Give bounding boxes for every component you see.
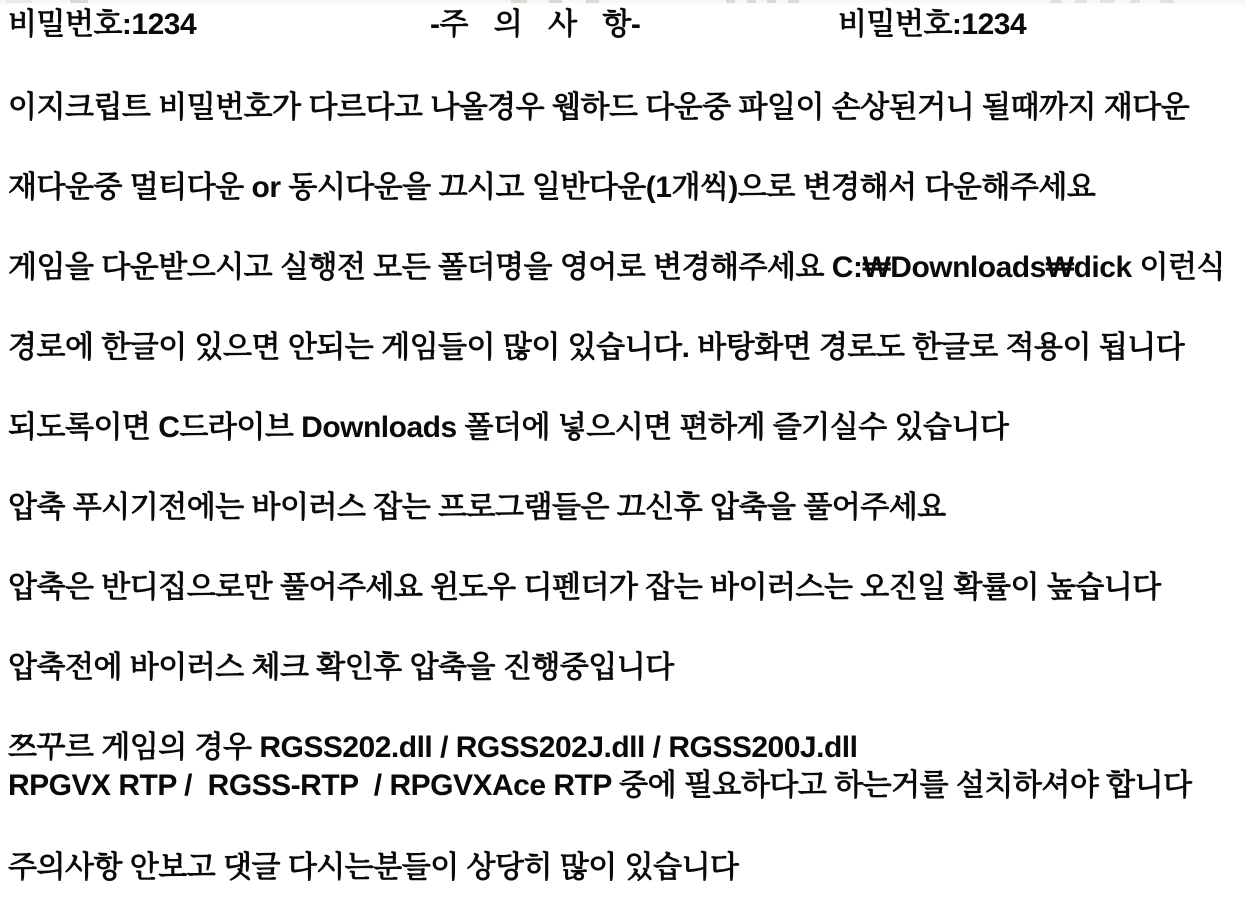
notice-line-bandizip: 압축은 반디집으로만 풀어주세요 윈도우 디펜더가 잡는 바이러스는 오진일 확률이 높습니다 (8, 571, 1161, 604)
password-label-right: 비밀번호:1234 (838, 8, 1027, 41)
notice-line-virus-check: 압축전에 바이러스 체크 확인후 압축을 진행중입니다 (8, 651, 674, 684)
notice-line-redownload: 이지크립트 비밀번호가 다르다고 나올경우 웹하드 다운중 파일이 손상된거니 될때까지 재다운 (8, 91, 1190, 124)
cropped-text-artifact (0, 0, 1246, 6)
password-label-left: 비밀번호:1234 (8, 8, 197, 41)
notice-line-korean-path: 경로에 한글이 있으면 안되는 게임들이 많이 있습니다. 바탕화면 경로도 한글로 적용이 됩니다 (8, 331, 1185, 364)
notice-line-multidown: 재다운중 멀티다운 or 동시다운을 끄시고 일반다운(1개씩)으로 변경해서 다운해주세요 (8, 171, 1096, 204)
notice-line-read-warning: 주의사항 안보고 댓글 다시는분들이 상당히 많이 있습니다 (8, 851, 739, 884)
notice-line-rtp-install: RPGVX RTP / RGSS-RTP / RPGVXAce RTP 중에 필요하다고 하는거를 설치하셔야 합니다 (8, 769, 1192, 802)
page-title: -주 의 사 항- (430, 8, 641, 41)
notice-line-cdrive: 되도록이면 C드라이브 Downloads 폴더에 넣으시면 편하게 즐기실수 있습니다 (8, 411, 1009, 444)
notice-line-folder-rename: 게임을 다운받으시고 실행전 모든 폴더명을 영어로 변경해주세요 C:₩Downloads₩dick 이런식 (8, 251, 1225, 284)
notice-line-rgss-dll: 쯔꾸르 게임의 경우 RGSS202.dll / RGSS202J.dll / RGSS200J.dll (8, 731, 858, 764)
notice-line-antivirus-off: 압축 푸시기전에는 바이러스 잡는 프로그램들은 끄신후 압축을 풀어주세요 (8, 491, 946, 524)
